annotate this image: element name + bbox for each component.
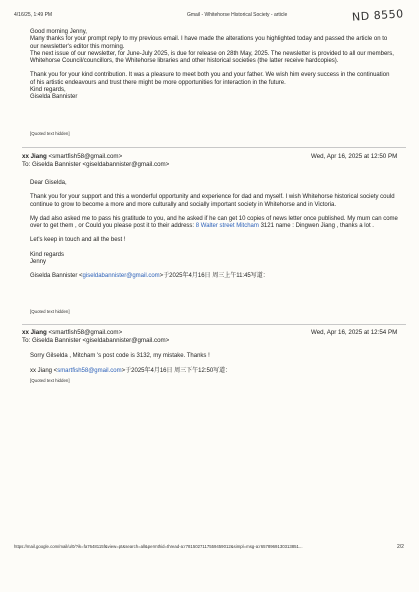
- message3-quote-prefix: xx Jiang <: [30, 368, 58, 375]
- message2-to: To: Giselda Bannister <giseldabannister@gmail.com>: [22, 161, 170, 168]
- message2-quote-email-link[interactable]: giseldabannister@gmail.com: [82, 273, 160, 280]
- top-para-3: Thank you for your kind contribution. It was a pleasure to meet both you and your father. We wish him every success in the continuation of his artistic endeavours and trust there might be more opportunities for interaction in the future.: [30, 72, 390, 86]
- message2-date: Wed, Apr 16, 2025 at 12:50 PM: [311, 153, 398, 160]
- message3-quoted-toggle[interactable]: [Quoted text hidden]: [30, 378, 70, 383]
- message2-para-3: Let's keep in touch and all the best !: [30, 237, 126, 244]
- message2-quote-line: [30, 273, 398, 280]
- message3-text: Sorry Gilselda , Mitcham 's post code is 3132, my mistake. Thanks !: [30, 353, 210, 359]
- message3-sender-addr: <smartfish58@gmail.com>: [48, 329, 123, 336]
- divider: [22, 324, 406, 325]
- top-para-2: The next issue of our newsletter, for June-July 2025, is due for release on 28th May, 2025. The newsletter is provided to all our members, Whitehorse Council/councillors, the Whitehorse libraries and other historical societies (the latter receive hardcopies).: [30, 50, 394, 65]
- handwritten-stamp: ND 8550: [351, 7, 405, 24]
- message2-para-2-text: My dad also asked me to pass his gratitude to you, and he asked if he can get 10 copies of news letter once published. My mum can come over to get them , or Could you please post it to their address:: [30, 215, 398, 230]
- message2-quote-suffix: >于2025年4月16日 周三上午11:45写道：: [159, 273, 269, 280]
- message2-para-1: Thank you for your support and this a wonderful opportunity and experience for dad and myself. I wish Whitehorse historical society could continue to grow to become a more and more culturally and socially important society in Whitehorse and in Victoria.: [30, 194, 395, 208]
- message3-sender: [22, 329, 122, 336]
- message2-greeting: Dear Giselda,: [30, 180, 67, 186]
- top-signature: Giselda Bannister: [30, 94, 78, 101]
- message2-quoted-toggle[interactable]: [Quoted text hidden]: [30, 309, 70, 314]
- top-greeting: Good morning Jenny,: [30, 29, 87, 35]
- top-message: [30, 29, 395, 102]
- print-datetime: 4/16/25, 1:49 PM: [14, 12, 53, 18]
- message3-quote-email-link[interactable]: smartfish58@gmail.com: [57, 368, 122, 375]
- message2-signature: Jenny: [30, 259, 47, 266]
- divider: [22, 147, 406, 148]
- top-closing: Kind regards,: [30, 87, 66, 94]
- message3-sender-name: xx Jiang: [22, 329, 47, 336]
- message2-para-2: [30, 216, 398, 231]
- message3-body: [30, 353, 398, 376]
- message3-date: Wed, Apr 16, 2025 at 12:54 PM: [311, 329, 398, 336]
- top-quoted-toggle[interactable]: [Quoted text hidden]: [30, 131, 70, 136]
- top-para-1: Many thanks for your prompt reply to my previous email. I have made the alterations you highlighted today and passed the article on to our newsletter's editor this morning.: [30, 36, 388, 50]
- message2-sender-name: xx Jiang: [22, 153, 47, 160]
- message3-quote-line: [30, 368, 398, 375]
- message3-quote-suffix: >于2025年4月16日 周三下午12:50写道：: [121, 368, 232, 375]
- print-title: Gmail - Whitehorse Historical Society - article: [187, 12, 288, 18]
- print-page-number: 2/2: [397, 544, 404, 550]
- message2-sender-addr: <smartfish58@gmail.com>: [48, 153, 123, 160]
- message2-sender: [22, 153, 122, 160]
- message2-closing: Kind regards: [30, 251, 65, 258]
- address-link[interactable]: 8 Walter street Mitcham: [195, 223, 259, 230]
- message2-para-2-end: 3121 name : Dingwen Jiang , thanks a lot .: [258, 223, 374, 230]
- print-footer-url: https://mail.google.com/mail/u/0/?ik=fa7648115f&view=pt&search=all&permthid=thread-a:r7815027117559459012&simpl=msg-a:r6578969130313851...: [14, 544, 303, 549]
- message2-quote-prefix: Giselda Bannister <: [30, 273, 83, 280]
- message2-body: [30, 180, 398, 281]
- message3-to: To: Giselda Bannister <giseldabannister@gmail.com>: [22, 337, 170, 344]
